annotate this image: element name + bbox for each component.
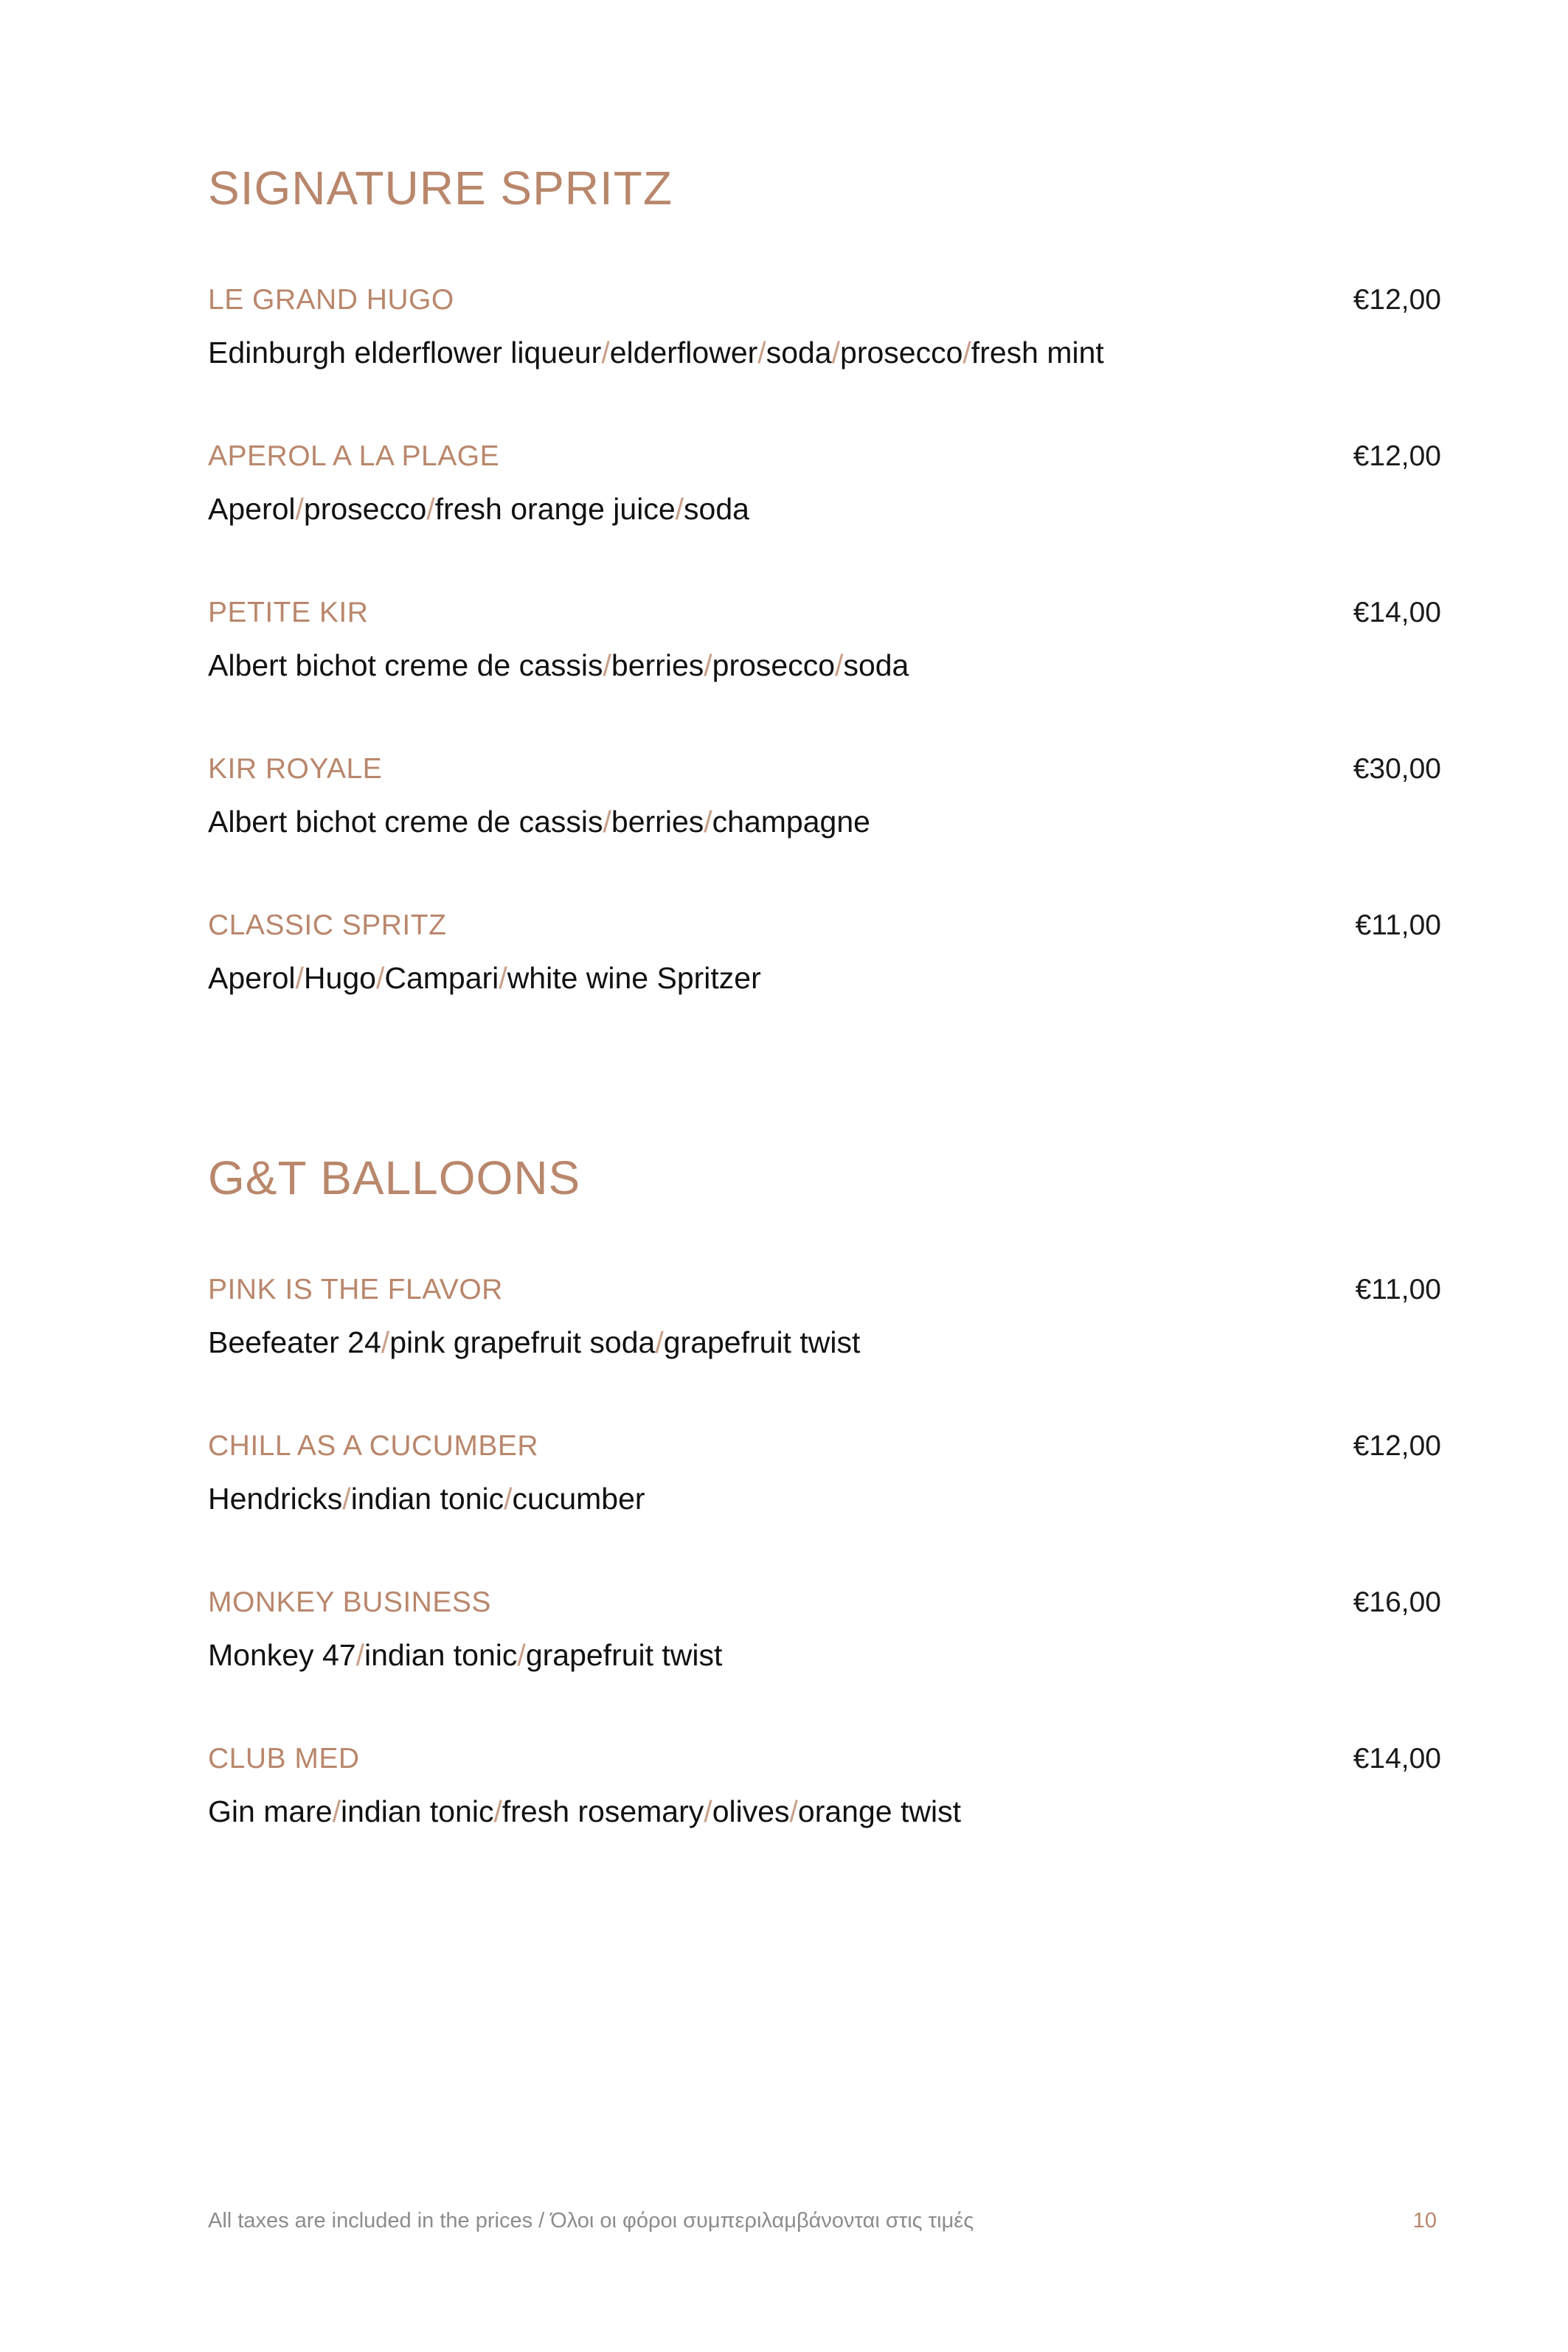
item-name: LE GRAND HUGO xyxy=(208,284,454,316)
ingredient: olives xyxy=(712,1794,790,1828)
section-title: SIGNATURE SPRITZ xyxy=(208,162,673,215)
ingredient-separator: / xyxy=(381,1325,390,1359)
item-name: PINK IS THE FLAVOR xyxy=(208,1274,503,1305)
item-price: €16,00 xyxy=(1353,1586,1441,1618)
item-name: CHILL AS A CUCUMBER xyxy=(208,1430,539,1462)
item-ingredients xyxy=(208,1794,961,1829)
ingredient-separator: / xyxy=(962,336,971,370)
ingredient-separator: / xyxy=(426,492,435,526)
menu-item xyxy=(208,440,1441,529)
ingredient: soda xyxy=(684,492,749,526)
ingredient-separator: / xyxy=(499,961,507,995)
tax-note: All taxes are included in the prices / Όλοι οι φόροι συμπεριλαμβάνονται στις τιμές xyxy=(208,2209,974,2233)
ingredient: prosecco xyxy=(303,492,427,526)
ingredient: Aperol xyxy=(208,961,296,995)
ingredient-separator: / xyxy=(704,1794,712,1828)
section-title: G&T BALLOONS xyxy=(208,1151,581,1204)
ingredient-separator: / xyxy=(757,336,766,370)
ingredient-separator: / xyxy=(675,492,684,526)
ingredient-separator: / xyxy=(517,1638,526,1672)
ingredient: berries xyxy=(611,805,704,839)
ingredient: Hugo xyxy=(303,961,376,995)
menu-item xyxy=(208,909,1441,998)
ingredient: Edinburgh elderflower liqueur xyxy=(208,336,602,370)
menu-item xyxy=(208,1743,1441,1831)
ingredient: grapefruit twist xyxy=(663,1325,861,1359)
item-price: €30,00 xyxy=(1353,753,1441,785)
item-price: €12,00 xyxy=(1353,440,1441,472)
ingredient: prosecco xyxy=(712,648,836,682)
menu-item xyxy=(208,753,1441,842)
ingredient-separator: / xyxy=(601,336,610,370)
ingredient-separator: / xyxy=(375,961,385,995)
ingredient-separator: / xyxy=(355,1638,364,1672)
ingredient-separator: / xyxy=(704,648,712,682)
item-name: PETITE KIR xyxy=(208,597,369,628)
menu-item xyxy=(208,597,1441,685)
ingredient: fresh rosemary xyxy=(502,1794,704,1828)
menu-item xyxy=(208,284,1441,372)
ingredient: elderflower xyxy=(609,336,758,370)
item-name: MONKEY BUSINESS xyxy=(208,1586,491,1618)
ingredient-separator: / xyxy=(835,648,844,682)
item-name: KIR ROYALE xyxy=(208,753,383,785)
item-price: €11,00 xyxy=(1355,1274,1441,1305)
page-number: 10 xyxy=(1412,2209,1437,2233)
item-price: €12,00 xyxy=(1353,1430,1441,1462)
item-ingredients xyxy=(208,1482,645,1516)
menu-item xyxy=(208,1586,1441,1675)
item-name: APEROL A LA PLAGE xyxy=(208,440,500,472)
ingredient: white wine Spritzer xyxy=(507,961,761,995)
ingredient: fresh mint xyxy=(971,336,1104,370)
ingredient: orange twist xyxy=(797,1794,961,1828)
ingredient-separator: / xyxy=(295,492,304,526)
ingredient-separator: / xyxy=(504,1482,513,1516)
menu-item xyxy=(208,1274,1441,1362)
ingredient: pink grapefruit soda xyxy=(389,1325,656,1359)
ingredient: Hendricks xyxy=(208,1482,343,1516)
ingredient-separator: / xyxy=(603,805,611,839)
item-price: €11,00 xyxy=(1355,909,1441,941)
ingredient: soda xyxy=(843,648,909,682)
ingredient-separator: / xyxy=(332,1794,341,1828)
ingredient: grapefruit twist xyxy=(525,1638,723,1672)
menu-item xyxy=(208,1430,1441,1519)
ingredient-separator: / xyxy=(603,648,611,682)
item-price: €14,00 xyxy=(1353,597,1441,628)
item-ingredients xyxy=(208,805,870,839)
ingredient-separator: / xyxy=(493,1794,502,1828)
ingredient: indian tonic xyxy=(364,1638,518,1672)
ingredient: indian tonic xyxy=(341,1794,494,1828)
ingredient-separator: / xyxy=(831,336,841,370)
item-price: €12,00 xyxy=(1353,284,1441,316)
ingredient: Gin mare xyxy=(208,1794,333,1828)
item-name: CLUB MED xyxy=(208,1743,360,1775)
ingredient: cucumber xyxy=(512,1482,645,1516)
item-ingredients xyxy=(208,492,749,527)
item-name: CLASSIC SPRITZ xyxy=(208,909,447,941)
ingredient-separator: / xyxy=(704,805,712,839)
ingredient-separator: / xyxy=(655,1325,664,1359)
ingredient-separator: / xyxy=(295,961,304,995)
ingredient: Beefeater 24 xyxy=(208,1325,381,1359)
ingredient: fresh orange juice xyxy=(434,492,676,526)
ingredient: indian tonic xyxy=(350,1482,504,1516)
ingredient: champagne xyxy=(712,805,870,839)
ingredient: Albert bichot creme de cassis xyxy=(208,648,603,682)
ingredient: Albert bichot creme de cassis xyxy=(208,805,603,839)
item-ingredients xyxy=(208,961,761,996)
ingredient-separator: / xyxy=(342,1482,351,1516)
ingredient: Campari xyxy=(384,961,499,995)
ingredient: berries xyxy=(611,648,704,682)
ingredient: soda xyxy=(766,336,832,370)
ingredient: Aperol xyxy=(208,492,296,526)
item-ingredients xyxy=(208,1638,722,1673)
item-ingredients xyxy=(208,648,909,683)
ingredient: Monkey 47 xyxy=(208,1638,356,1672)
item-ingredients xyxy=(208,1325,860,1360)
item-price: €14,00 xyxy=(1353,1743,1441,1775)
ingredient-separator: / xyxy=(789,1794,798,1828)
ingredient: prosecco xyxy=(840,336,963,370)
item-ingredients xyxy=(208,336,1104,370)
